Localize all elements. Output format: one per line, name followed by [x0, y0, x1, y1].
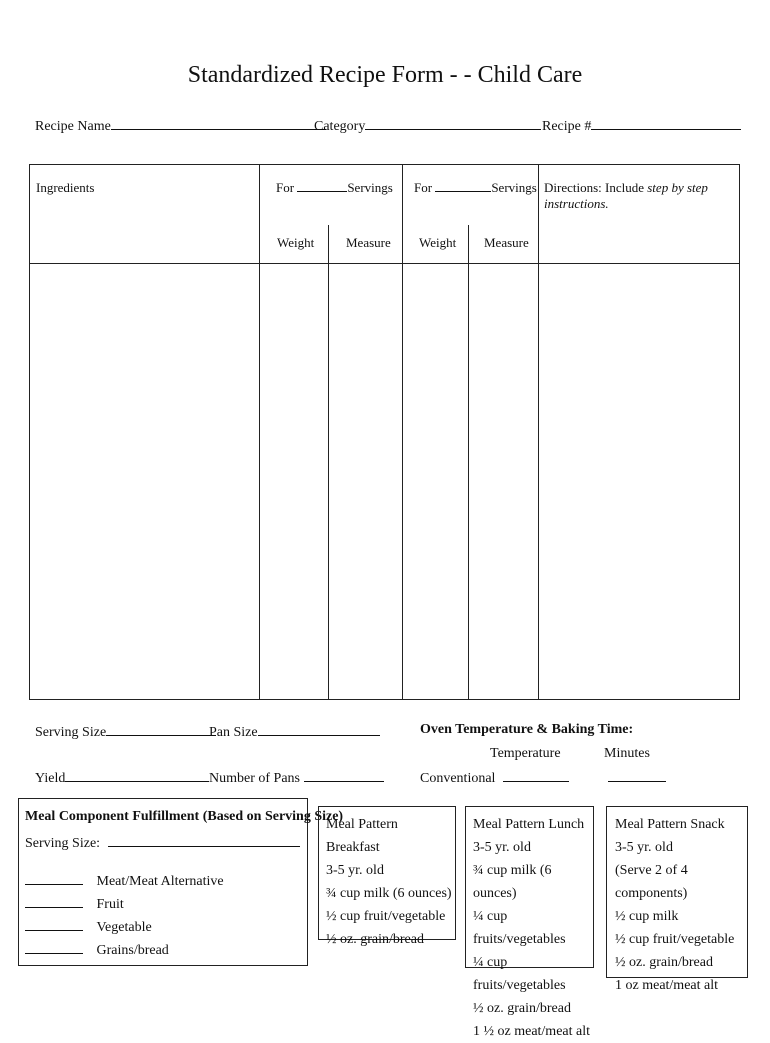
lunch-line: Meal Pattern Lunch [473, 817, 585, 832]
number-of-pans-blank[interactable] [304, 768, 384, 782]
servings-header-1 [276, 180, 393, 196]
pan-size-blank[interactable] [258, 722, 380, 736]
measure-header-1: Measure [346, 235, 391, 250]
table-divider [259, 165, 260, 699]
meal-item-blank[interactable] [25, 871, 83, 885]
recipe-number-field[interactable] [542, 116, 741, 135]
pan-size-label: Pan Size [209, 725, 258, 740]
measure-header-2: Measure [484, 235, 529, 250]
lunch-line: ¼ cup fruits/vegetables [473, 909, 566, 947]
snack-line: Meal Pattern Snack [615, 817, 725, 832]
directions-label: Directions: Include [544, 180, 648, 195]
meal-item-blank[interactable] [25, 940, 83, 954]
conventional-temperature-blank[interactable] [503, 768, 569, 782]
table-divider [328, 263, 329, 699]
breakfast-line: Meal Pattern Breakfast [326, 817, 398, 855]
table-divider [402, 165, 403, 699]
for-label: For [414, 180, 433, 195]
meal-item-label: Meat/Meat Alternative [96, 874, 224, 889]
table-divider [538, 165, 539, 699]
weight-header-2: Weight [419, 235, 457, 250]
pan-size-field[interactable] [209, 722, 380, 741]
yield-blank[interactable] [65, 768, 209, 782]
servings-label: Servings [491, 180, 537, 195]
number-of-pans-field[interactable] [209, 768, 384, 787]
meal-component-title: Meal Component Fulfillment (Based on Serving Size) [25, 809, 344, 824]
meal-component-item[interactable] [25, 894, 124, 913]
meal-component-item[interactable] [25, 871, 224, 890]
serving-size-label: Serving Size [35, 725, 107, 740]
weight-header-1: Weight [277, 235, 315, 250]
conventional-field[interactable] [420, 768, 666, 787]
meal-item-label: Grains/bread [96, 943, 169, 958]
recipe-name-blank[interactable] [111, 116, 326, 130]
snack-line: ½ cup fruit/vegetable [615, 932, 735, 947]
meal-serving-size-label: Serving Size: [25, 836, 101, 851]
servings-blank-2[interactable] [435, 180, 491, 192]
yield-label: Yield [35, 771, 66, 786]
ingredients-table [29, 164, 740, 700]
table-header-divider [30, 263, 739, 264]
meal-component-item[interactable] [25, 917, 152, 936]
breakfast-pattern-box [318, 806, 456, 947]
snack-pattern-box [606, 806, 748, 993]
for-label: For [276, 180, 295, 195]
yield-field[interactable] [35, 768, 209, 787]
breakfast-line: ¾ cup milk (6 ounces) [326, 886, 452, 901]
servings-header-2 [414, 180, 537, 196]
category-label: Category [314, 119, 366, 134]
snack-line: 1 oz meat/meat alt [615, 978, 719, 993]
recipe-number-blank[interactable] [591, 116, 741, 130]
category-field[interactable] [314, 116, 541, 135]
directions-italic: step by step instructions. [544, 180, 708, 211]
ingredients-header: Ingredients [36, 180, 95, 195]
meal-component-item[interactable] [25, 940, 169, 959]
conventional-label: Conventional [420, 771, 496, 786]
meal-item-blank[interactable] [25, 917, 83, 931]
servings-label: Servings [347, 180, 393, 195]
breakfast-line: ½ cup fruit/vegetable [326, 909, 446, 924]
meal-item-label: Vegetable [96, 920, 152, 935]
meal-item-label: Fruit [96, 897, 124, 912]
breakfast-line: ½ oz. grain/bread [326, 932, 424, 947]
meal-item-blank[interactable] [25, 894, 83, 908]
category-blank[interactable] [365, 116, 541, 130]
recipe-name-label: Recipe Name [35, 119, 111, 134]
lunch-line: ¾ cup milk (6 ounces) [473, 863, 552, 901]
lunch-line: ½ oz. grain/bread [473, 1001, 571, 1016]
breakfast-line: 3-5 yr. old [326, 863, 384, 878]
recipe-name-field[interactable] [35, 116, 326, 135]
conventional-minutes-blank[interactable] [608, 768, 666, 782]
lunch-line: 1 ½ oz meat/meat alt [473, 1024, 591, 1039]
minutes-label: Minutes [604, 746, 650, 761]
directions-header [544, 180, 739, 212]
meal-component-box [18, 798, 344, 966]
number-of-pans-label: Number of Pans [209, 771, 300, 786]
servings-blank-1[interactable] [297, 180, 347, 192]
lunch-pattern-box [465, 806, 594, 1039]
table-divider [468, 225, 469, 263]
page-title: Standardized Recipe Form - - Child Care [187, 62, 583, 88]
table-divider [328, 225, 329, 263]
lunch-line: ¼ cup fruits/vegetables [473, 955, 566, 993]
snack-line: (Serve 2 of 4 components) [615, 863, 688, 901]
snack-line: ½ cup milk [615, 909, 679, 924]
recipe-number-label: Recipe # [542, 119, 592, 134]
oven-title: Oven Temperature & Baking Time: [420, 722, 634, 737]
meal-component-serving-size[interactable] [25, 833, 300, 852]
snack-line: ½ oz. grain/bread [615, 955, 713, 970]
temperature-label: Temperature [490, 746, 561, 761]
snack-line: 3-5 yr. old [615, 840, 673, 855]
meal-serving-size-blank[interactable] [108, 833, 300, 847]
table-divider [468, 263, 469, 699]
serving-size-blank[interactable] [106, 722, 216, 736]
serving-size-field[interactable] [35, 722, 216, 741]
lunch-line: 3-5 yr. old [473, 840, 531, 855]
